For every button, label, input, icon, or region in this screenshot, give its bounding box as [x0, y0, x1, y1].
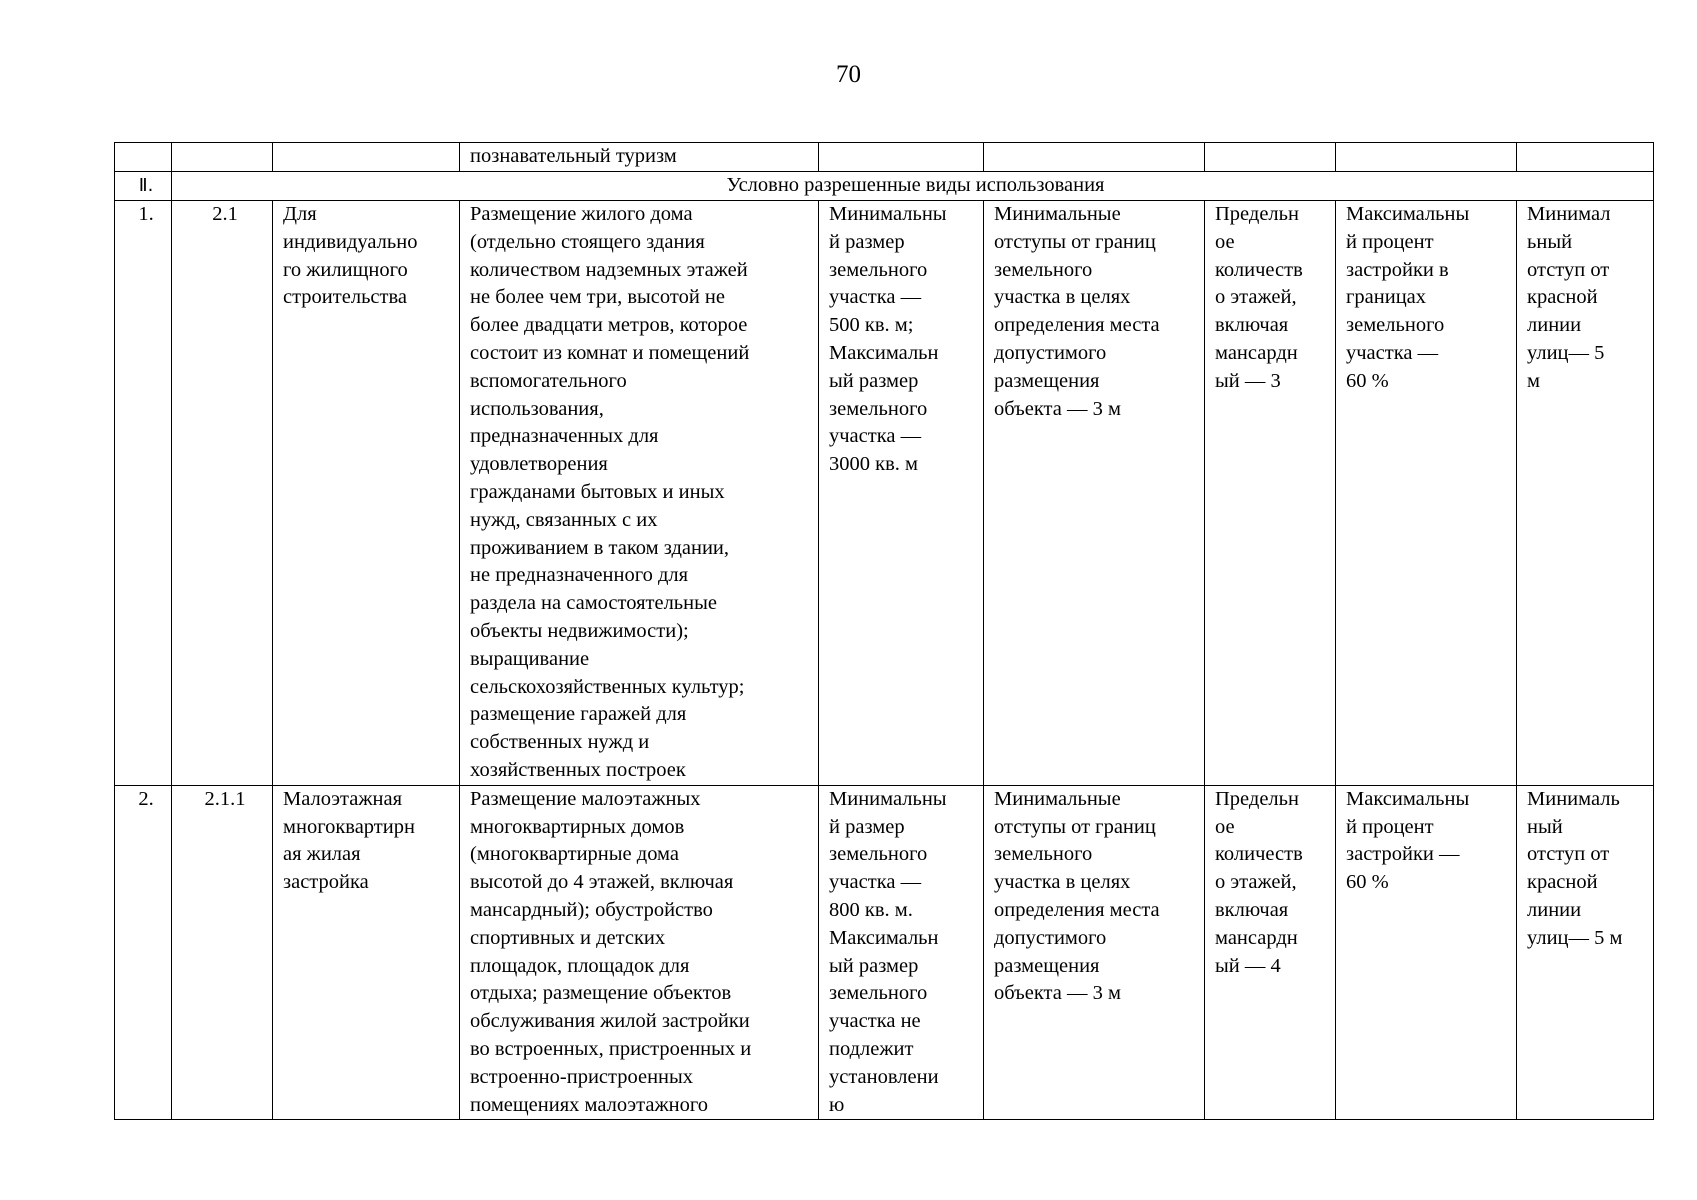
text-line: удовлетворения — [470, 453, 608, 476]
table-cell — [172, 143, 273, 172]
text-line: улиц— 5 — [1527, 341, 1605, 364]
text-line: высотой до 4 этажей, включая — [470, 871, 734, 894]
text-line: о этажей, — [1215, 286, 1297, 309]
text-line: земельного — [829, 982, 928, 1005]
text-line: объекта — 3 м — [994, 982, 1121, 1005]
text-line: размещения — [994, 369, 1100, 392]
max-coverage — [1336, 201, 1517, 786]
text-line: состоит из комнат и помещений — [470, 341, 750, 364]
text-line: спортивных и детских — [470, 926, 666, 949]
text-line: отступы от границ — [994, 815, 1156, 838]
text-line: земельного — [829, 843, 928, 866]
text-line: не предназначенного для — [470, 564, 689, 587]
text-line: ю — [829, 1093, 845, 1116]
text-line: участка — — [829, 871, 922, 894]
text-line: во встроенных, пристроенных и — [470, 1037, 752, 1060]
text-line: го жилищного — [283, 258, 408, 281]
table-cell — [115, 143, 172, 172]
text-line: линии — [1527, 314, 1582, 337]
text-line: допустимого — [994, 341, 1107, 364]
text-line: допустимого — [994, 926, 1107, 949]
text-line: участка — — [829, 286, 922, 309]
text-line: земельного — [994, 258, 1093, 281]
text-line: определения места — [994, 314, 1160, 337]
text-line: количеством надземных этажей — [470, 258, 748, 281]
table-cell — [273, 143, 460, 172]
text-line: обслуживания жилой застройки — [470, 1010, 750, 1033]
text-line: ый размер — [829, 954, 919, 977]
text-line: определения места — [994, 898, 1160, 921]
max-coverage — [1336, 785, 1517, 1120]
red-line-setback — [1517, 785, 1654, 1120]
table-cell — [819, 143, 984, 172]
text-line: проживанием в таком здании, — [470, 536, 730, 559]
text-line: ая жилая — [283, 843, 361, 866]
text-line: использования, — [470, 397, 604, 420]
text-line: Минималь — [1527, 787, 1620, 810]
text-line: Максимальны — [1346, 203, 1470, 225]
text-line: красной — [1527, 286, 1598, 309]
boundary-setbacks — [984, 201, 1205, 786]
text-line: Для — [283, 203, 317, 225]
text-line: Минимальные — [994, 203, 1121, 225]
page-number: 70 — [836, 61, 861, 88]
text-line: мансардн — [1215, 341, 1298, 364]
text-line: мансардн — [1215, 926, 1298, 949]
text-line: строительства — [283, 286, 407, 309]
text-line: индивидуально — [283, 230, 418, 253]
text-line: ьный — [1527, 230, 1573, 253]
use-code: 2.1.1 — [172, 785, 273, 1120]
text-line: Размещение малоэтажных — [470, 787, 701, 810]
text-line: помещениях малоэтажного — [470, 1093, 709, 1116]
text-line: Минимальные — [994, 787, 1121, 810]
section-title: Условно разрешенные виды использования — [172, 172, 1654, 201]
text-line: м — [1527, 369, 1540, 392]
text-line: участка в целях — [994, 286, 1131, 309]
text-line: многоквартирн — [283, 815, 415, 838]
section-row — [115, 172, 1654, 201]
text-line: участка — — [1346, 341, 1439, 364]
text-line: участка в целях — [994, 871, 1131, 894]
text-line: ое — [1215, 815, 1235, 838]
text-line: Максимальн — [829, 926, 939, 949]
text-line: (отдельно стоящего здания — [470, 230, 705, 253]
text-line: й процент — [1346, 815, 1434, 838]
table-row — [115, 201, 1654, 786]
continuation-description: познавательный туризм — [460, 143, 819, 172]
text-line: многоквартирных домов — [470, 815, 685, 838]
text-line: Минимальны — [829, 787, 947, 810]
text-line: Максимальн — [829, 341, 939, 364]
text-line: раздела на самостоятельные — [470, 592, 717, 615]
text-line: собственных нужд и — [470, 731, 650, 754]
text-line: объекта — 3 м — [994, 397, 1121, 420]
land-use-table — [114, 142, 1654, 1120]
text-line: отступы от границ — [994, 230, 1156, 253]
table-cell — [1205, 143, 1336, 172]
text-line: улиц— 5 м — [1527, 926, 1623, 949]
text-line: участка — — [829, 425, 922, 448]
text-line: земельного — [994, 843, 1093, 866]
text-line: о этажей, — [1215, 871, 1297, 894]
text-line: линии — [1527, 898, 1582, 921]
text-line: Минимал — [1527, 203, 1611, 225]
text-line: застройки в — [1346, 258, 1449, 281]
text-line: Малоэтажная — [283, 787, 403, 810]
text-line: ый — 4 — [1215, 954, 1281, 977]
text-line: ое — [1215, 230, 1235, 253]
text-line: включая — [1215, 898, 1289, 921]
text-line: хозяйственных построек — [470, 758, 686, 781]
text-line: размещение гаражей для — [470, 703, 687, 726]
text-line: количеств — [1215, 258, 1303, 281]
text-line: отдыха; размещение объектов — [470, 982, 732, 1005]
text-line: включая — [1215, 314, 1289, 337]
text-line: подлежит — [829, 1037, 914, 1060]
text-line: 800 кв. м. — [829, 898, 913, 921]
max-floors — [1205, 785, 1336, 1120]
text-line: Размещение жилого дома — [470, 203, 693, 225]
text-line: участка не — [829, 1010, 921, 1033]
plot-size — [819, 201, 984, 786]
plot-size — [819, 785, 984, 1120]
text-line: площадок, площадок для — [470, 954, 690, 977]
row-number: 2. — [115, 785, 172, 1120]
boundary-setbacks — [984, 785, 1205, 1120]
text-line: отступ от — [1527, 258, 1610, 281]
text-line: Минимальны — [829, 203, 947, 225]
text-line: отступ от — [1527, 843, 1610, 866]
text-line: 3000 кв. м — [829, 453, 918, 476]
text-line: сельскохозяйственных культур; — [470, 675, 745, 698]
text-line: земельного — [1346, 314, 1445, 337]
text-line: встроенно-пристроенных — [470, 1065, 694, 1088]
text-line: нужд, связанных с их — [470, 508, 658, 531]
table-cell — [1336, 143, 1517, 172]
continuation-row — [115, 143, 1654, 172]
text-line: ый размер — [829, 369, 919, 392]
text-line: земельного — [829, 397, 928, 420]
text-line: мансардный); обустройство — [470, 898, 713, 921]
table-cell — [984, 143, 1205, 172]
text-line: гражданами бытовых и иных — [470, 480, 725, 503]
use-description — [460, 785, 819, 1120]
text-line: предназначенных для — [470, 425, 659, 448]
text-line: красной — [1527, 871, 1598, 894]
text-line: объекты недвижимости); — [470, 619, 689, 642]
text-line: й размер — [829, 815, 905, 838]
text-line: границах — [1346, 286, 1427, 309]
text-line: застройка — [283, 871, 369, 894]
text-line: й процент — [1346, 230, 1434, 253]
table-row — [115, 785, 1654, 1120]
use-name — [273, 201, 460, 786]
text-line: й размер — [829, 230, 905, 253]
text-line: 60 % — [1346, 369, 1389, 392]
text-line: размещения — [994, 954, 1100, 977]
text-line: количеств — [1215, 843, 1303, 866]
text-line: ый — 3 — [1215, 369, 1281, 392]
text-line: земельного — [829, 258, 928, 281]
red-line-setback — [1517, 201, 1654, 786]
text-line: Предельн — [1215, 203, 1299, 225]
text-line: 500 кв. м; — [829, 314, 914, 337]
use-code: 2.1 — [172, 201, 273, 786]
use-description — [460, 201, 819, 786]
text-line: вспомогательного — [470, 369, 627, 392]
use-name — [273, 785, 460, 1120]
table-cell — [1517, 143, 1654, 172]
row-number: 1. — [115, 201, 172, 786]
text-line: (многоквартирные дома — [470, 843, 679, 866]
text-line: Максимальны — [1346, 787, 1470, 810]
text-line: застройки — — [1346, 843, 1460, 866]
text-line: не более чем три, высотой не — [470, 286, 725, 309]
text-line: ный — [1527, 815, 1563, 838]
section-marker: Ⅱ. — [115, 172, 172, 201]
text-line: выращивание — [470, 647, 590, 670]
text-line: Предельн — [1215, 787, 1299, 810]
max-floors — [1205, 201, 1336, 786]
text-line: более двадцати метров, которое — [470, 314, 748, 337]
text-line: установлени — [829, 1065, 939, 1088]
text-line: 60 % — [1346, 871, 1389, 894]
